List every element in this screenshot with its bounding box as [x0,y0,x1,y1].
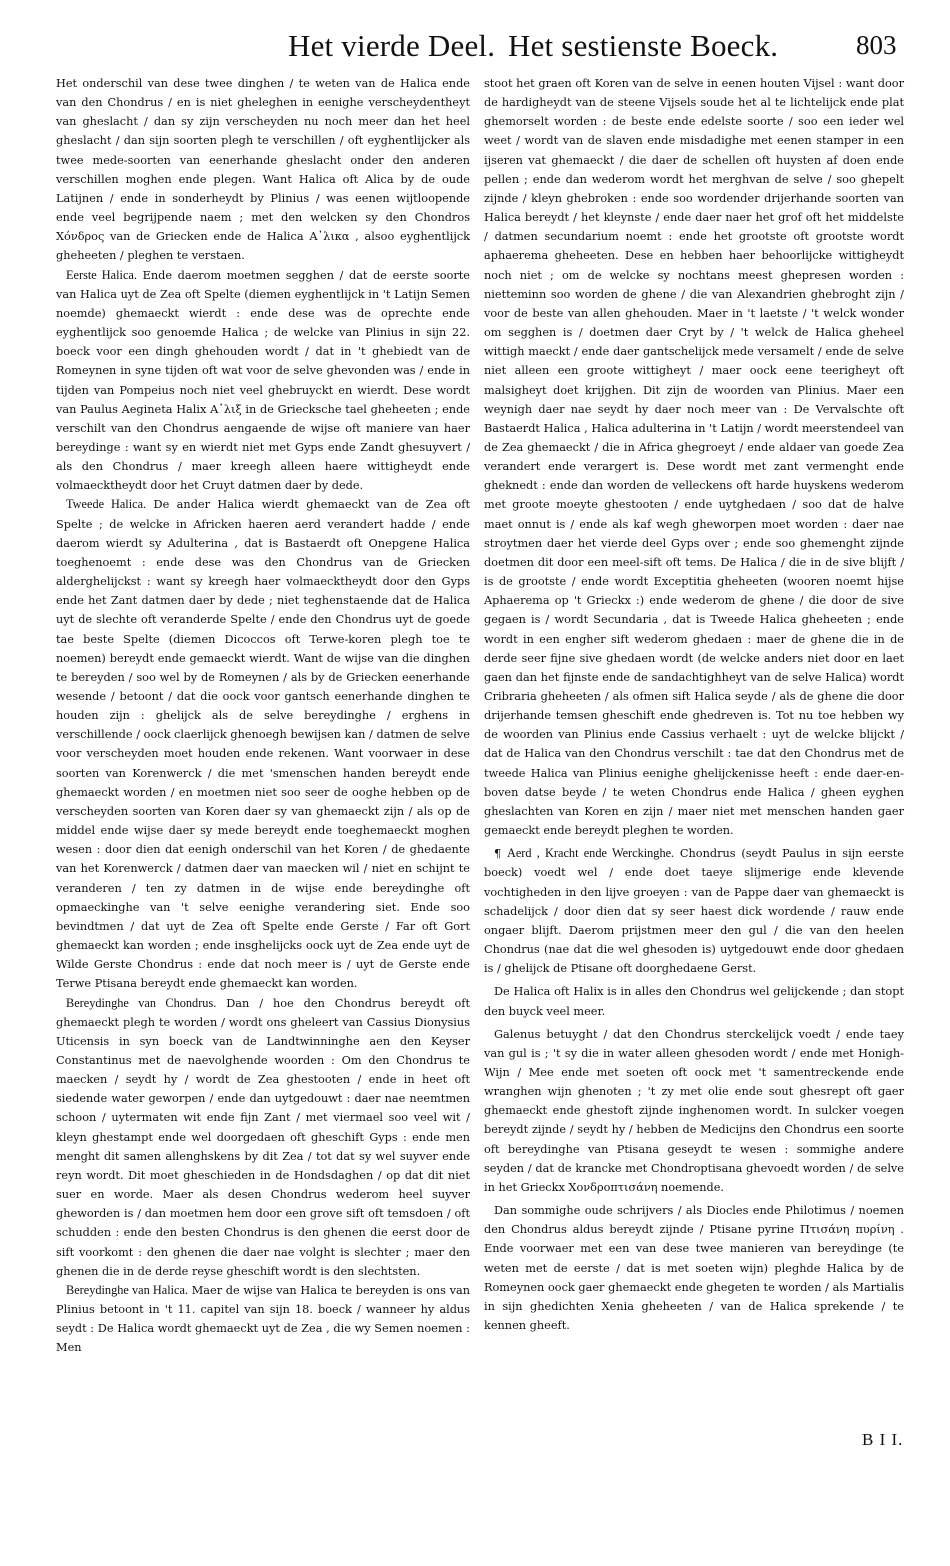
running-header [0,28,950,78]
paragraph: De Halica oft Halix is in alles den Chondrus wel gelijckende ; dan stopt den buyck veel meer. [484,985,904,1018]
pilcrow-icon: ¶ [494,847,502,861]
paragraph-text: Chondrus (seydt Paulus in sijn eerste boeck) voedt wel / ende doet taeye slijmerige ende klevende vochtigheden in den lijve groeyen : van de Pappe daer van ghemaeckt is schadelijck / door dien dat sy seer haest dick wordende / rauw ende ongaer blijft. Daerom prijstmen meer den gul / die van den heelen Chondrus (nae dat die wel ghesoden is) uytgedouwt ende door ghedaen is / ghelijck de Ptisane oft doorghedaene Gerst. [484,847,904,976]
side-rubric: Aerd , Kracht ende Werckinghe. [506,846,675,861]
paragraph-eerste-halica [56,266,470,496]
side-rubric: Bereydinghe van Chondrus. [66,995,217,1010]
paragraph-aerd-kracht [484,844,904,978]
side-rubric: Bereydinghe van Halica. [66,1282,189,1297]
paragraph-text: De ander Halica wierdt ghemaeckt van de Zea oft Spelte ; de welcke in Africken haeren aerd verandert hadde / ende daerom wierdt sy Adulterina , dat is Bastaerdt oft Onepgene Halica toeghenoemt : ende dese was den Chondrus van de Griecken alderghelijckst : want sy kreegh haer volmaecktheydt door den Gyps ende het Zant datmen daer by dede ; niet teghenstaende dat de Halica uyt de slechte oft veranderde Spelte / ende den Chondrus uyt de goede tae beste Spelte (diemen Dicoccos oft Terwe-koren plegh toe te noemen) bereydt ende gemaeckt wierdt. Want de wijse van die dinghen te bereyden / soo wel by de Romeynen / als by de Griecken eenerhande wesende / betoont / dat die oock voor gantsch eenerhande dinghen te houden zijn : ghelijck als de selve bereydinghe / erghens in verschillende / oock claerlijck ghenoegh bewijsen kan / datmen de selve voor verscheyden moet houden ende rekenen. Want voorwaer in dese soorten van Korenwerck / die met 'smenschen handen bereydt ende ghemaeckt worden / en moetmen niet soo seer de ooghe hebben op de verscheyden soorten van Koren daer sy van ghemaeckt zijn / als op de middel ende wijse daer sy mede bereydt ende toeghemaeckt moghen wesen : door dien dat eenigh onderschil van het Koren / de ghedaente van het Korenwerck / datmen daer van maecken wil / niet en schijnt te veranderen / ten zy datmen in de wijse ende bereydinghe oft opmaeckinghe van 't selve eenighe verandering siet. Ende soo bevindtmen / dat uyt de Zea oft Spelte ende Gerste / Far oft Gort ghemaeckt kan worden ; ende insghelijcks oock uyt de Zea ende uyt de Wilde Gerste Chondrus : ende dat noch meer is / uyt de Gerste ende Terwe Ptisana bereydt ende ghemaeckt kan worden. [56,498,471,991]
paragraph: stoot het graen oft Koren van de selve in eenen houten Vijsel : want door de hardigheydt van de steene Vijsels soude het al te lichtelijck ende plat ghemorselt worden : de beste ende edelste soorte / soo een ieder wel weet / wordt van de slaven ende misdadighe met eenen stamper in een ijseren vat ghemaeckt / die daer de schellen oft huysten af doen ende pellen ; ende dan wederom wordt het merghvan de selve / soo ghepelt zijnde / kleyn ghebroken : ende soo wordender drijerhande soorten van Halica bereydt / het kleynste / ende daer naer het grof oft het middelste / datmen secundarium noemt : ende het grootste oft grootste wordt aphaerema gheheeten. Dese en hebben haer behoorlijcke wittigheydt noch niet ; om de welcke sy nochtans meest ghepresen worden : nietteminn soo worden de ghene / die van Alexandrien ghebroght zijn / voor de beste van allen ghehouden. Maer in 't laetste / 't welck wonder om segghen is / doetmen daer Cryt by / 't welck de Halica gheheel wittigh maeckt / ende daer gantschelijck mede versamelt / ende de selve niet alleen een groote wittigheyt / maer oock eene teerigheyt oft malsigheyt doet krijghen. Dit zijn de woorden van Plinius. Maer een weynigh daer nae seydt hy daer noch meer van : De Vervalschte oft Bastaerdt Halica , Halica adulterina in 't Latijn / wordt meerstendeel van de Zea ghemaeckt / die in Africa ghegroeyt / ende aldaer van goede Zea verandert ende verargert is. Dese wordt met zant vermenght ende gheknedt : ende dan worden de velleckens oft harde huyskens wederom met groote moeyte ghestooten / ende uytghedaen / soo dat de halve maet onnut is / ende als kaf wegh gheworpen moet worden : daer nae stroytmen daer het vierde deel Gyps over ; ende soo ghemenght zijnde doetmen dit door een meel-sift oft tems. De Halica / die in de sive blijft / is de grootste / ende wordt Exceptitia gheheeten (wooren noemt hijse Aphaerema op 't Grieckx :) ende wederom de ghene / die door de sive gegaen is / wordt Secundaria , dat is Tweede Halica gheheeten ; ende wordt in een engher sift wederom ghedaen : maer de ghene die in de derde seer fijne sive ghedaen wordt (de welcke anders niet door en laet gaen dan het fijnste ende de sandachtighheyt van de selve Halica) wordt Cribraria gheheeten / als ofmen sift Halica seyde / als de ghene die door drijerhande temsen gheschift ende ghedreven is. Tot nu toe hebben wy de woorden van Plinius ende Cassius verhaelt : uyt de welcke blijckt / dat de Halica van den Chondrus verschilt : tae dat den Chondrus met de tweede Halica van Plinius eenighe ghelijckenisse heeft : ende daer-en-boven datse beyde / te weten Chondrus ende Halica / gheen eyghen gheslachten van Koren en zijn / maer niet met menschen handen gaer gemaeckt ende bereydt pleghen te worden. [484,77,904,838]
catchword: B I I. [862,1430,904,1449]
running-title-right: Het sestienste Boeck. [508,28,779,63]
paragraph-text: Dan / hoe den Chondrus bereydt oft ghemaeckt plegh te worden / wordt ons gheleert van Cassius Dionysius Uticensis in syn boeck van de Landtwinninghe aen den Keyser Constantinus met de naevolghende woorden : Om den Chondrus te maecken / seydt hy / wordt de Zea ghestooten / ende in heet oft siedende water geworpen / ende dan uytgedouwt : daer nae neemtmen schoon / uytermaten wit ende fijn Zant / met viermael soo veel wit / kleyn ghestampt ende wel doorgedaen oft gheschift Gyps : ende men menght dit samen allenghskens by dit Zea / tot dat sy wel suyver ende reyn wordt. Dit moet gheschieden in de Hondsdaghen / op dat dit niet suer en worde. Maer als desen Chondrus wederom heel suyver gheworden is / dan moetmen hem door een grove sift oft temsdoen / oft schudden : ende den besten Chondrus is den ghenen die eerst door de sift voorkomt : den ghenen die daer nae volght is slechter ; maer den ghenen die in de derde reyse gheschift wordt is den slechtsten. [56,996,471,1278]
paragraph-tweede-halica [56,495,470,993]
paragraph: Het onderschil van dese twee dinghen / te weten van de Halica ende van den Chondrus / en is niet gheleghen in eenighe verscheydentheyt van gheslacht / dan sy zijn verscheyden nu noch meer dan het heel gheslacht / dan sijn soorten plegh te verschillen / oft eyghentlijcker als twee mede-soorten van eenerhande gheslacht onder den anderen verschillen moghen ende plegen. Want Halica oft Alica by de oude Latijnen / ende in sonderheydt by Plinius / was eenen wijtloopende ende veel begrijpende naem ; met den welcken sy den Chondros Χόνδρος van de Griecken ende de Halica Α᾽λικα , alsoo eyghentlijck gheheeten / pleghen te verstaen. [56,77,470,263]
side-rubric: Tweede Halica. [66,497,147,512]
paragraph-bereydinghe-halica [56,1281,470,1358]
paragraph-bereydinghe-chondrus [56,994,470,1281]
page-number: 803 [856,30,897,60]
side-rubric: Eerste Halica. [66,267,137,282]
paragraph-text: Ende daerom moetmen segghen / dat de eerste soorte van Halica uyt de Zea oft Spelte (diemen eyghentlijck in 't Latijn Semen noemde) ghemaeckt wierdt : ende dese was de oprechte ende eyghentlijck soo genoemde Halica ; de welcke van Plinius in sijn 22. boeck voor een dingh ghehouden wordt / dat in 't ghebiedt van de Romeynen in syne tijden oft wat voor de selve ghevonden was / ende in tijden van Pompeius noch niet veel ghebruyckt en wierdt. Dese wordt van Paulus Aegineta Halix Α᾽λιξ in de Griecksche tael gheheeten ; ende verschilt van den Chondrus aengaende de wijse oft maniere van haer bereydinge : want sy en wierdt niet met Gyps ende Zandt ghesuyvert / als den Chondrus / maer kreegh alleen haere wittigheydt ende volmaecktheydt door het Cruyt datmen daer by dede. [56,268,470,493]
paragraph: Galenus betuyght / dat den Chondrus sterckelijck voedt / ende taey van gul is ; 't sy die in water alleen ghesoden wordt / ende met Honigh-Wijn / Mee ende met soeten oft oock met 't samentreckende ende wranghen wijn ghenoten ; 't zy met olie ende sout ghesrept oft gaer ghemaeckt ende ghestoft zijnde inghenomen wordt. In sulcker voegen bereydt zijnde / seydt hy / hebben de Medicijns den Chondrus een soorte oft bereydinghe van Ptisana geseydt te wesen : sommighe andere seyden / dat de krancke met Chondroptisana ghevoedt worden / de selve in het Grieckx Χονδροπτισάνη noemende. [484,1027,904,1194]
right-text-column [484,74,904,1335]
paragraph: Dan sommighe oude schrijvers / als Diocles ende Philotimus / noemen den Chondrus aldus bereydt zijnde / Ptisane pyrine Πτισάνη πυρίνη . Ende voorwaer met een van dese twee manieren van bereydinge (te weten met de eerste / dat is met soeten wijn) pleghde Halica by de Romeynen oock gaer ghemaeckt ende ghegeten te worden / als Martialis in sijn ghedichten Xenia gheheeten / van de Halica sprekende / te kennen gheeft. [484,1204,904,1332]
running-title-left: Het vierde Deel. [288,28,496,63]
paragraph-text: Maer de wijse van Halica te bereyden is ons van Plinius betoont in 't 11. capitel van sijn 18. boeck / wanneer hy aldus seydt : De Halica wordt ghemaeckt uyt de Zea , die wy Semen noemen : Men [56,1283,471,1355]
left-text-column [56,74,470,1357]
